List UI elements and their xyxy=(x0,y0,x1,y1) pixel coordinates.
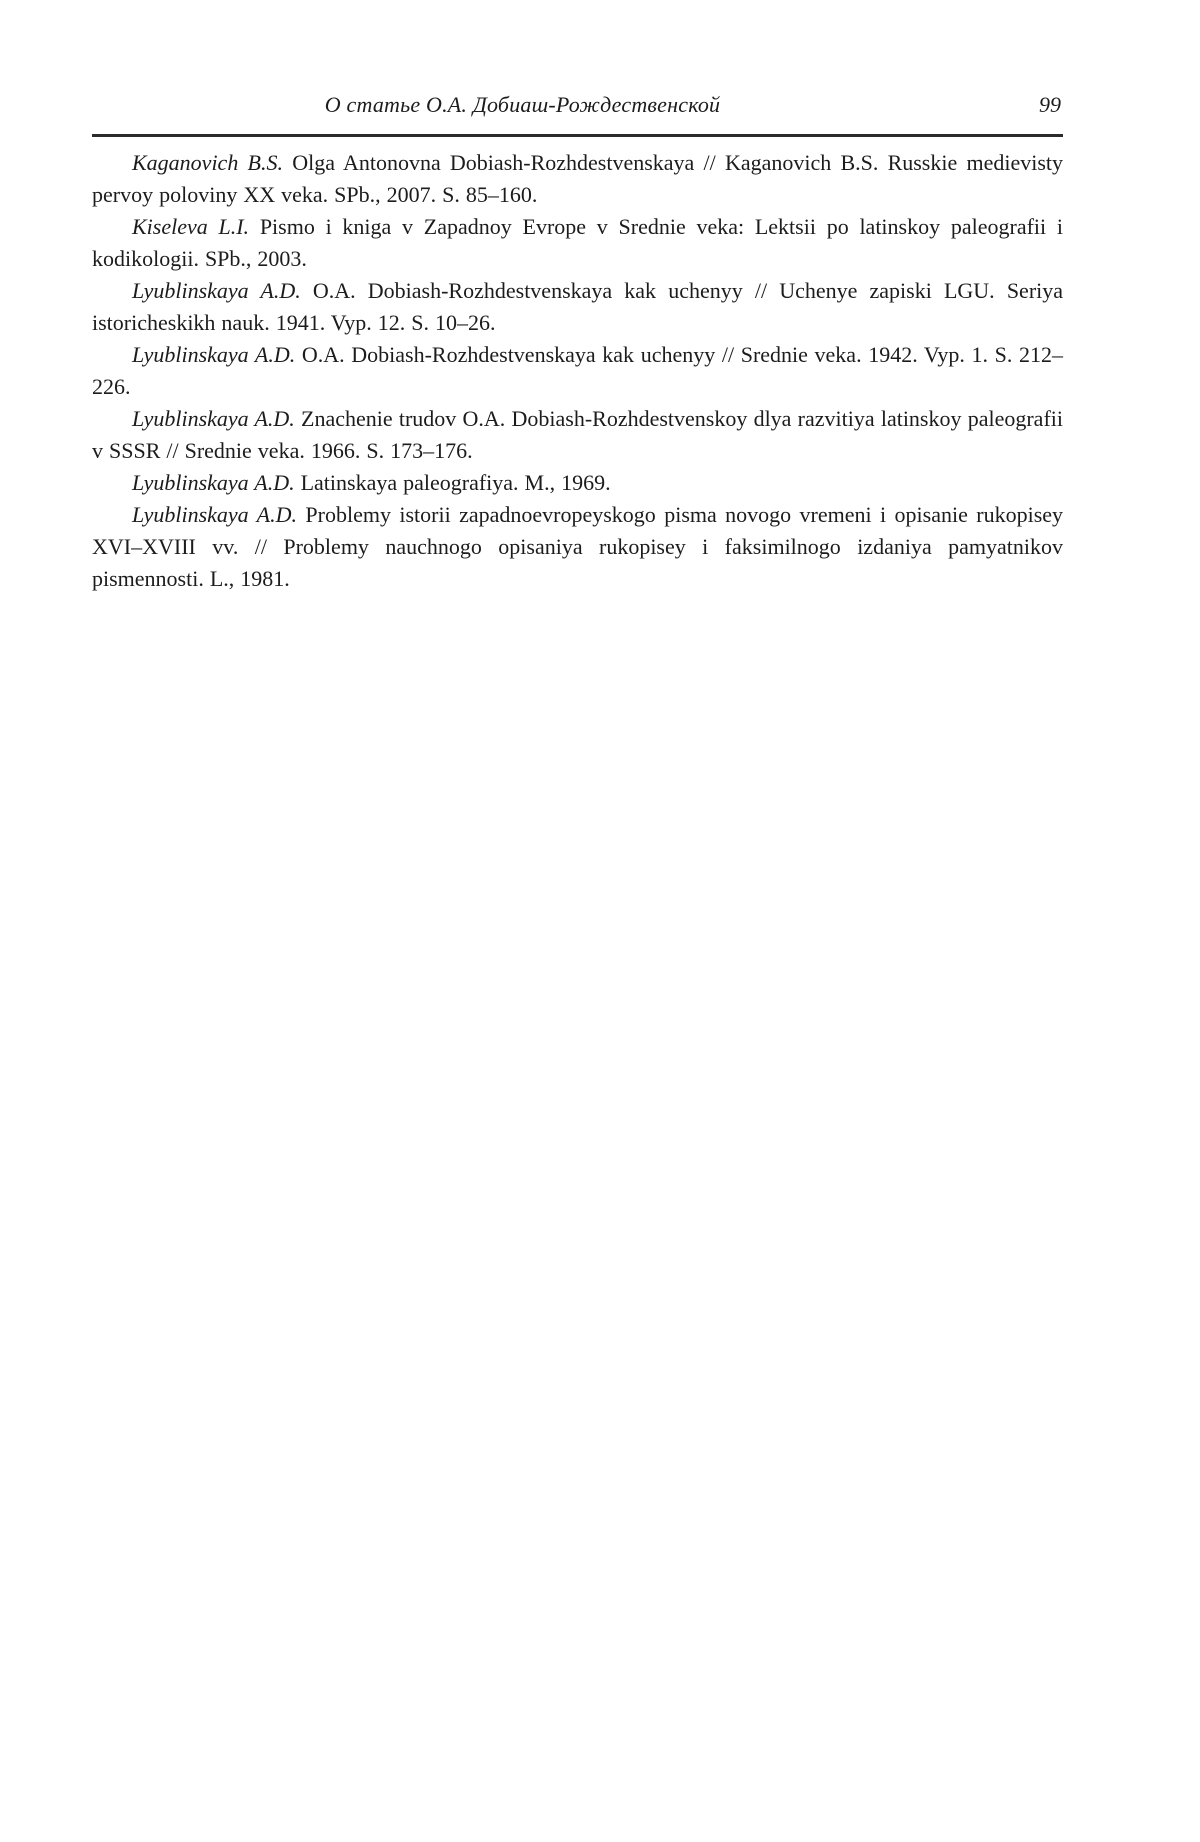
bibliography-entry xyxy=(92,339,1063,403)
entry-text: Znachenie trudov O.A. Dobiash-Rozhdestvenskoy dlya razvitiya latinskoy paleografii v SSSR // Srednie veka. 1966. S. 173–176. xyxy=(92,406,1063,463)
running-head xyxy=(92,90,1063,120)
entry-author: Lyublinskaya A.D. xyxy=(132,502,297,527)
text-block xyxy=(92,90,1063,595)
page-number: 99 xyxy=(1039,92,1061,117)
bibliography-entry xyxy=(92,467,1063,499)
bibliography-list xyxy=(92,147,1063,595)
bibliography-entry xyxy=(92,211,1063,275)
entry-author: Lyublinskaya A.D. xyxy=(132,470,295,495)
header-rule xyxy=(92,134,1063,137)
entry-text: Pismo i kniga v Zapadnoy Evrope v Srednie veka: Lektsii po latinskoy paleografii i kodikologii. SPb., 2003. xyxy=(92,214,1063,271)
entry-author: Lyublinskaya A.D. xyxy=(132,278,301,303)
running-title: О статье О.А. Добиаш-Рождественской xyxy=(324,92,721,117)
entry-author: Kiseleva L.I. xyxy=(132,214,250,239)
entry-text: O.A. Dobiash-Rozhdestvenskaya kak uchenyy // Srednie veka. 1942. Vyp. 1. S. 212–226. xyxy=(92,342,1064,399)
bibliography-entry xyxy=(92,147,1063,211)
entry-text: Problemy istorii zapadnoevropeyskogo pisma novogo vremeni i opisanie rukopisey XVI–XVIII vv. // Problemy nauchnogo opisaniya rukopisey i faksimilnogo izdaniya pamyatnikov pismennosti. L., 1981. xyxy=(92,502,1064,591)
entry-text: Olga Antonovna Dobiash-Rozhdestvenskaya // Kaganovich B.S. Russkie medievisty pervoy poloviny XX veka. SPb., 2007. S. 85–160. xyxy=(92,150,1063,207)
bibliography-entry xyxy=(92,403,1063,467)
bibliography-entry xyxy=(92,499,1063,595)
entry-text: O.A. Dobiash-Rozhdestvenskaya kak uchenyy // Uchenye zapiski LGU. Seriya istoricheskikh nauk. 1941. Vyp. 12. S. 10–26. xyxy=(92,278,1064,335)
entry-text: Latinskaya paleografiya. M., 1969. xyxy=(300,470,611,495)
entry-author: Lyublinskaya A.D. xyxy=(132,406,295,431)
entry-author: Kaganovich B.S. xyxy=(132,150,283,175)
bibliography-entry xyxy=(92,275,1063,339)
entry-author: Lyublinskaya A.D. xyxy=(132,342,296,367)
